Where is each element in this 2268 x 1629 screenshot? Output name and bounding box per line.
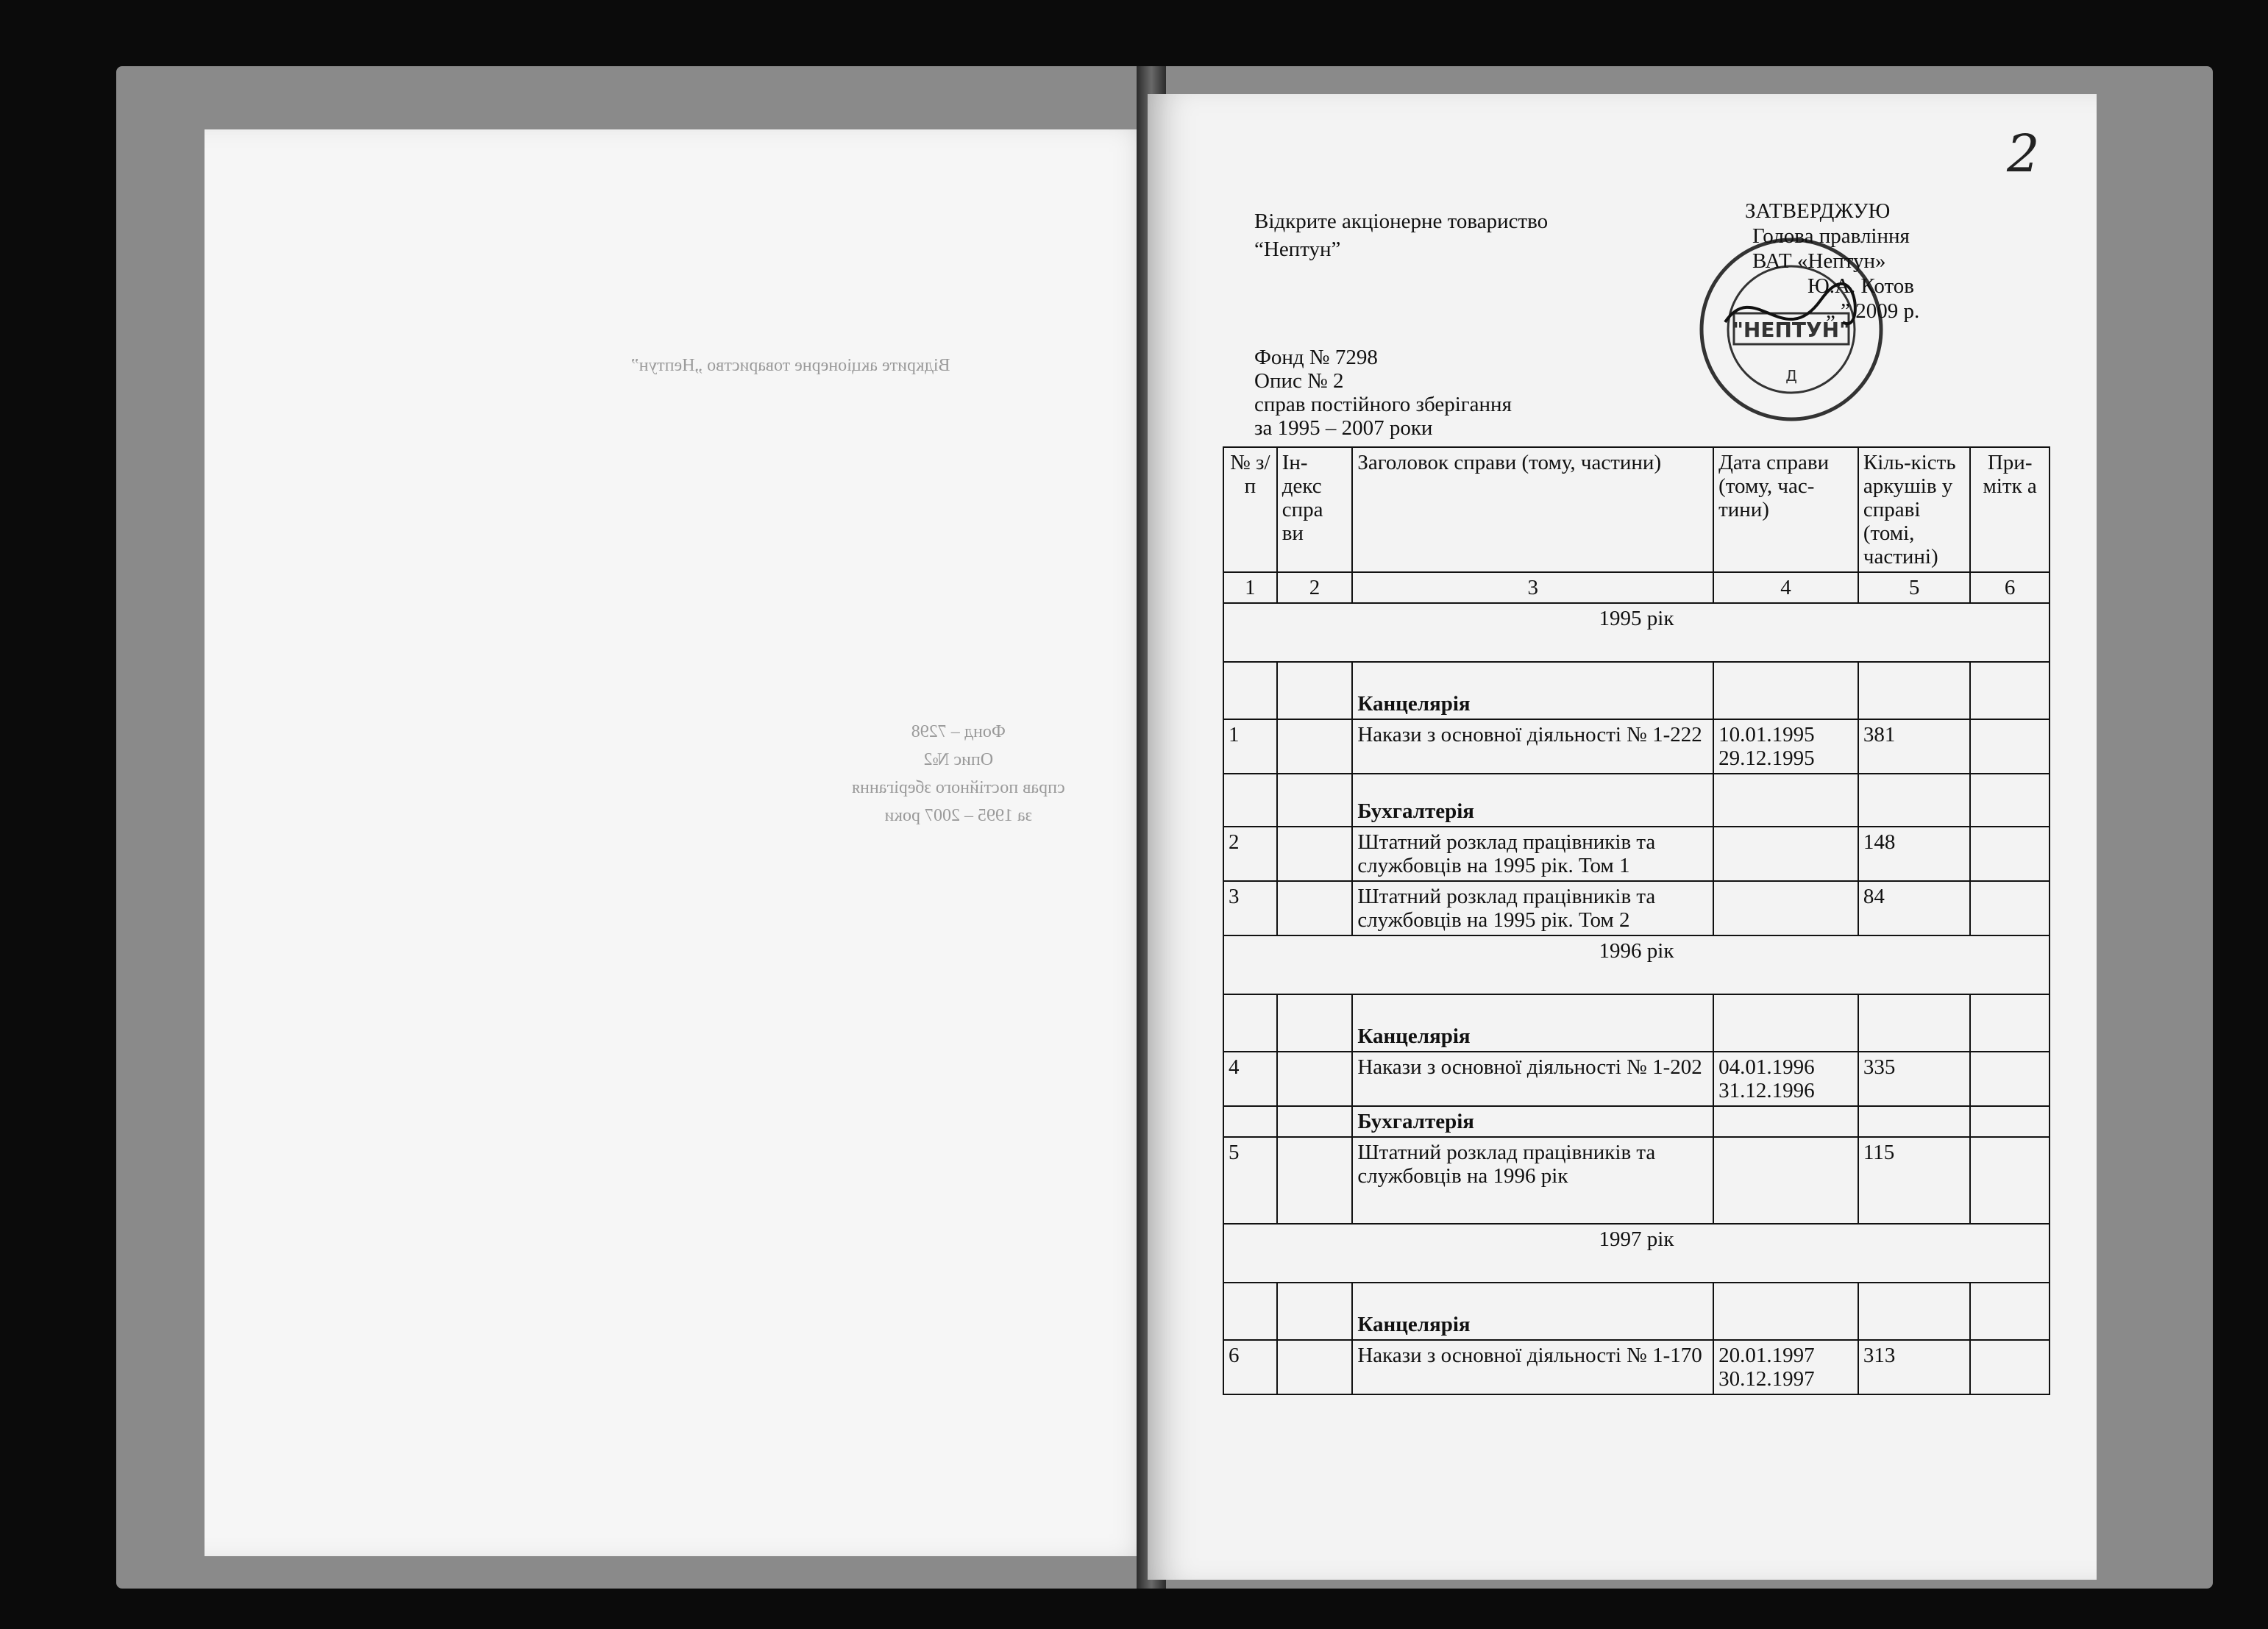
row-sheets: 148 [1858,827,1970,881]
stamp-text: "НЕПТУН" [1732,318,1850,342]
col-header-title: Заголовок справи (тому, частини) [1352,447,1713,572]
table-row [1223,719,2050,774]
approval-line-4: „ ” 2009 р. [1826,299,1920,323]
row-number: 6 [1223,1340,1277,1394]
row-title: Штатний розклад працівників та службовців на 1995 рік. Том 1 [1352,827,1713,881]
col-number: 6 [1970,572,2050,603]
inventory-number: Опис № 2 [1254,369,1344,393]
department-name: Бухгалтерія [1352,774,1713,827]
col-header-number: № з/п [1223,447,1277,572]
row-number: 4 [1223,1052,1277,1106]
row-sheets: 84 [1858,881,1970,935]
col-header-date: Дата справи (тому, час-тини) [1713,447,1858,572]
col-number: 4 [1713,572,1858,603]
left-page [205,129,1161,1556]
row-number: 2 [1223,827,1277,881]
row-sheets: 313 [1858,1340,1970,1394]
row-title: Накази з основної діяльності № 1-222 [1352,719,1713,774]
department-name: Канцелярія [1352,994,1713,1052]
col-header-sheets: Кіль-кість аркушів у справі (томі, частині) [1858,447,1970,572]
year-row [1223,1224,2050,1283]
year-row [1223,603,2050,662]
approval-line-1: Голова правління [1752,224,1910,248]
department-row [1223,1106,2050,1137]
row-title: Штатний розклад працівників та службовців на 1995 рік. Том 2 [1352,881,1713,935]
row-number: 5 [1223,1137,1277,1224]
col-number: 2 [1277,572,1353,603]
table-row [1223,881,2050,935]
bleed-through-text: Фонд – 7298 Опис №2 справ постійного зберігання за 1995 – 2007 роки [852,722,1065,825]
organization-header [1254,207,1548,263]
row-number: 3 [1223,881,1277,935]
fund-number: Фонд № 7298 [1254,346,1378,369]
row-date: 10.01.1995 29.12.1995 [1713,719,1858,774]
row-date: 04.01.1996 31.12.1996 [1713,1052,1858,1106]
col-number: 5 [1858,572,1970,603]
approval-title: ЗАТВЕРДЖУЮ [1745,199,1891,223]
year-label: 1996 рік [1223,935,2050,994]
table-row [1223,1137,2050,1224]
department-row [1223,662,2050,719]
row-title: Накази з основної діяльності № 1-202 [1352,1052,1713,1106]
department-row [1223,1283,2050,1340]
approval-line-2: ВАТ «Нептун» [1752,249,1886,273]
row-sheets: 335 [1858,1052,1970,1106]
bleed-through-text: Відкрите акціонерне товариство „Нептун” [631,356,950,375]
department-name: Бухгалтерія [1352,1106,1713,1137]
row-date: 20.01.1997 30.12.1997 [1713,1340,1858,1394]
inventory-years: за 1995 – 2007 роки [1254,416,1433,440]
approval-block [1745,199,1919,324]
year-label: 1995 рік [1223,603,2050,662]
year-label: 1997 рік [1223,1224,2050,1283]
col-header-index: Ін-декс спра ви [1277,447,1353,572]
row-date [1713,1137,1858,1224]
col-number: 1 [1223,572,1277,603]
inventory-table [1223,446,2050,1395]
department-name: Канцелярія [1352,1283,1713,1340]
table-row [1223,1340,2050,1394]
table-row [1223,1052,2050,1106]
header-row [1223,447,2050,572]
row-sheets: 381 [1858,719,1970,774]
row-number: 1 [1223,719,1277,774]
column-number-row [1223,572,2050,603]
row-title: Штатний розклад працівників та службовців на 1996 рік [1352,1137,1713,1224]
department-name: Канцелярія [1352,662,1713,719]
department-row [1223,994,2050,1052]
table-row [1223,827,2050,881]
row-date [1713,881,1858,935]
row-date [1713,827,1858,881]
col-number: 3 [1352,572,1713,603]
org-line-1: Відкрите акціонерне товариство [1254,210,1549,233]
year-row [1223,935,2050,994]
department-row [1223,774,2050,827]
row-sheets: 115 [1858,1137,1970,1224]
row-title: Накази з основної діяльності № 1-170 [1352,1340,1713,1394]
approval-line-3: Ю.А. Котов [1807,274,1914,298]
org-line-2: “Нептун” [1254,238,1341,261]
col-header-notes: При-мітк а [1970,447,2050,572]
page-number: 2 [2007,124,2040,184]
stamp-letter: Д [1785,367,1797,385]
fund-info [1254,346,1512,440]
inventory-description: справ постійного зберігання [1254,393,1512,416]
